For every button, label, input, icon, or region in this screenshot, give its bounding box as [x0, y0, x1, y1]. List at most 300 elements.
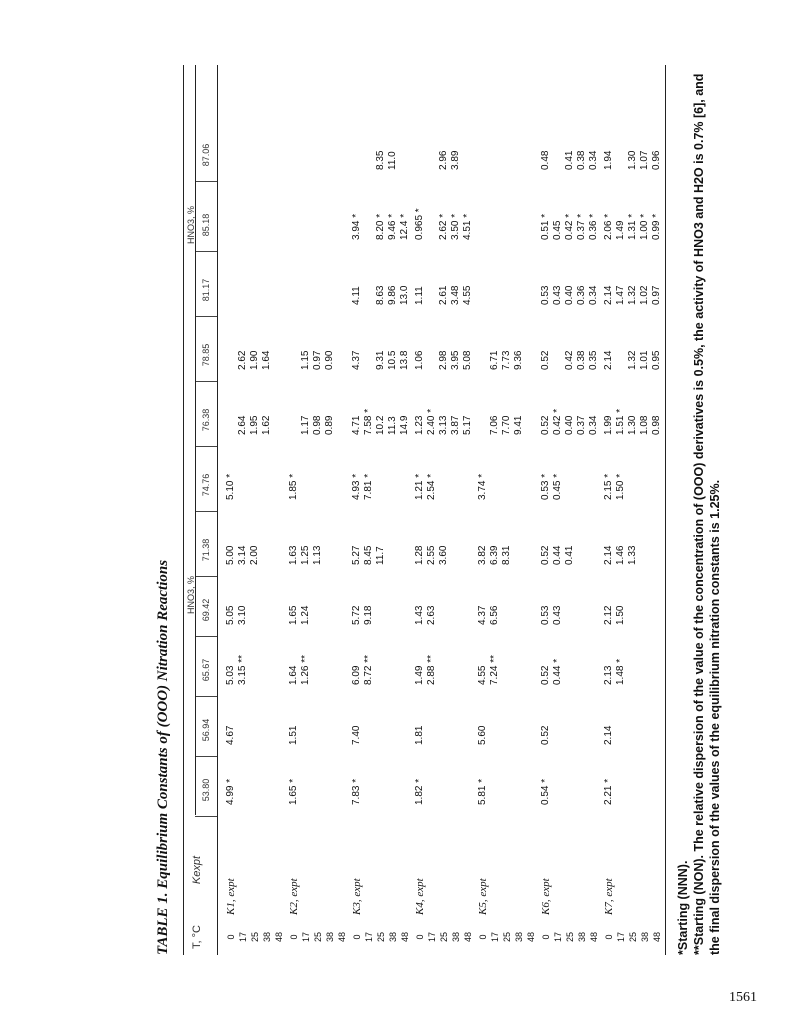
value-column [603, 151, 663, 170]
value-column [540, 409, 600, 435]
value-column [540, 151, 600, 170]
value-column [477, 655, 501, 685]
table-cell: 0.42 * [564, 213, 575, 240]
table-cell: 1.46 [615, 545, 626, 565]
table-cell: 2.15 * [603, 473, 614, 500]
column-separator [195, 381, 217, 382]
temperature-value: 48 [652, 932, 662, 943]
table-cell: 2.21 * [603, 778, 614, 805]
value-column [288, 474, 300, 500]
table-cell: 9.31 [375, 350, 386, 370]
table-cell: 1.81 [414, 725, 425, 745]
table-cell [225, 351, 237, 370]
value-column [540, 546, 576, 565]
table-cell: 5.00 [225, 545, 236, 565]
value-column [351, 351, 411, 370]
table-cell: 4.55 [462, 285, 473, 305]
table-cell: 0.41 [564, 545, 575, 565]
temperature-value: 38 [325, 932, 335, 943]
temperature-value: 0 [415, 934, 425, 940]
table-cell: 1.24 [300, 605, 311, 625]
table-cell: 0.52 [540, 545, 551, 565]
table-cell: 11.3 [387, 416, 398, 435]
constant-label: K6, expt [540, 878, 552, 915]
value-column [414, 351, 474, 370]
table-cell: 5.27 [351, 545, 362, 565]
table-cell: 2.14 [603, 725, 614, 745]
column-separator [195, 251, 217, 252]
table-cell: 11.7 [375, 546, 386, 565]
table-cell: 1.65 [288, 605, 299, 625]
temperature-list [225, 925, 285, 949]
table-cell: 13.0 [399, 285, 410, 305]
table-cell: 2.54 * [426, 473, 437, 500]
concentration-group-label-2: HNO3, % [186, 206, 196, 245]
rule-bottom [665, 65, 666, 955]
table-cell: 4.11 [351, 286, 362, 305]
table-cell: 7.83 * [351, 778, 362, 805]
temperature-list [414, 925, 474, 949]
table-cell: 0.52 [540, 665, 551, 685]
value-column [225, 779, 237, 805]
temperature-value: 25 [250, 932, 260, 943]
t-column-header: T, °C [191, 925, 203, 949]
temperature-list [540, 925, 600, 949]
value-column [414, 655, 438, 685]
table-cell: 1.11 [414, 286, 425, 305]
rule-top [183, 65, 184, 955]
value-column [477, 779, 489, 805]
temperature-list [477, 925, 537, 949]
table-cell: 1.17 [300, 415, 311, 435]
concentration-header-5: 74.76 [201, 473, 211, 497]
table-cell [351, 151, 363, 170]
table-cell: 0.51 * [540, 213, 551, 240]
temperature-value: 0 [226, 934, 236, 940]
table-cell: 2.13 [603, 665, 614, 685]
table-cell: 2.14 [603, 350, 614, 370]
value-column [351, 151, 399, 170]
k-column-header: Kexpt [191, 855, 203, 885]
table-cell: 3.48 [450, 285, 461, 305]
table-cell: 1.08 [639, 415, 650, 435]
table-cell: 0.43 [552, 605, 563, 625]
table-cell: 5.05 [225, 605, 236, 625]
table-cell [363, 351, 375, 370]
table-cell [426, 351, 438, 370]
table-cell: 0.89 [324, 415, 335, 435]
table-cell: 1.28 [414, 545, 425, 565]
concentration-header-4: 71.38 [201, 538, 211, 562]
table-cell: 1.01 [639, 350, 650, 370]
table-cell: 10.2 [375, 415, 386, 435]
table-cell: 8.31 [501, 545, 512, 565]
table-cell: 6.56 [489, 605, 500, 625]
table-cell: 0.40 [564, 415, 575, 435]
table-cell [363, 214, 375, 240]
table-cell: 2.64 [237, 415, 248, 435]
table-cell: 4.37 [477, 605, 488, 625]
table-cell: 0.40 [564, 285, 575, 305]
table-cell: 3.94 * [351, 213, 362, 240]
table-cell: 4.37 [351, 350, 362, 370]
constant-label: K4, expt [414, 878, 426, 915]
table-footnotes [675, 65, 723, 955]
value-column [540, 659, 564, 685]
value-column [540, 606, 564, 625]
group-rule [195, 65, 196, 815]
table-cell: 0.45 * [552, 473, 563, 500]
temperature-list [351, 925, 411, 949]
table-cell: 7.58 * [363, 408, 374, 435]
value-column [477, 546, 513, 565]
table-cell: 1.06 [414, 350, 425, 370]
table-cell [477, 416, 489, 435]
table-cell: 0.43 [552, 285, 563, 305]
temperature-value: 38 [262, 932, 272, 943]
table-cell: 5.72 [351, 605, 362, 625]
table-cell [288, 416, 300, 435]
table-cell: 1.95 [249, 415, 260, 435]
table-cell: 6.39 [489, 545, 500, 565]
value-column [351, 214, 411, 240]
value-column [540, 779, 552, 805]
temperature-value: 38 [514, 932, 524, 943]
constant-label: K1, expt [225, 878, 237, 915]
table-cell: 8.35 [375, 150, 386, 170]
temperature-list [288, 925, 348, 949]
value-column [351, 606, 375, 625]
value-column [351, 726, 363, 745]
table-cell: 0.52 [540, 415, 551, 435]
temperature-value: 0 [289, 934, 299, 940]
table-cell: 1.21 * [414, 473, 425, 500]
value-column [414, 409, 474, 435]
table-cell: 10.5 [387, 350, 398, 370]
table-cell: 1.85 * [288, 473, 299, 500]
value-column [414, 606, 438, 625]
table-cell: 2.06 * [603, 213, 614, 240]
footnote-2: **Starting (NON). The relative dispersion of the value of the concentration of (OOO) derivatives is 0.5%, the activity of HNO3 and H2O is 0.7% [6], and [692, 73, 706, 955]
table-cell: 4.51 * [462, 213, 473, 240]
concentration-header-9: 85.18 [201, 213, 211, 237]
table-cell: 9.41 [513, 415, 524, 435]
value-column [288, 779, 300, 805]
table-cell [288, 351, 300, 370]
temperature-value: 17 [427, 932, 437, 943]
value-column [288, 655, 312, 685]
table-cell: 1.65 * [288, 778, 299, 805]
rule-header [217, 65, 218, 955]
value-column [225, 351, 273, 370]
table-cell: 11.0 [387, 151, 398, 170]
value-column [414, 726, 426, 745]
table-cell: 1.00 * [639, 213, 650, 240]
table-cell: 2.14 [603, 545, 614, 565]
concentration-group-label-1: HNO3, % [186, 576, 196, 615]
column-separator [195, 696, 217, 697]
table-cell: 1.51 * [615, 408, 626, 435]
column-separator [195, 816, 217, 817]
value-column [225, 474, 237, 500]
table-cell [426, 286, 438, 305]
table-cell: 8.45 [363, 545, 374, 565]
table-cell: 1.32 [627, 350, 638, 370]
table-cell: 8.63 [375, 285, 386, 305]
table-cell: 0.52 [540, 725, 551, 745]
footnote-1: *Starting (NNN). [676, 860, 690, 955]
table-cell: 7.70 [501, 415, 512, 435]
value-column [414, 546, 450, 565]
concentration-header-6: 76.38 [201, 408, 211, 432]
table-cell: 4.99 * [225, 778, 236, 805]
value-column [351, 779, 363, 805]
table-cell: 9.36 [513, 350, 524, 370]
temperature-value: 48 [526, 932, 536, 943]
rotated-table-region [155, 65, 755, 955]
temperature-list [603, 925, 663, 949]
table-cell: 0.97 [651, 285, 662, 305]
table-cell: 0.37 [576, 415, 587, 435]
table-cell: 0.36 [576, 285, 587, 305]
table-cell: 0.98 [651, 415, 662, 435]
table-cell: 3.82 [477, 545, 488, 565]
table-cell: 1.63 [288, 545, 299, 565]
temperature-value: 38 [451, 932, 461, 943]
concentration-header-7: 78.85 [201, 343, 211, 367]
table-cell: 1.25 [300, 545, 311, 565]
table-cell: 2.62 [237, 350, 248, 370]
concentration-header-10: 87.06 [201, 143, 211, 167]
value-column [603, 726, 615, 745]
value-column [414, 151, 462, 170]
temperature-value: 0 [604, 934, 614, 940]
table-cell: 2.88 ** [426, 654, 437, 685]
value-column [225, 655, 249, 685]
temperature-value: 25 [502, 932, 512, 943]
value-column [603, 351, 663, 370]
table-cell [363, 286, 375, 305]
value-column [288, 351, 336, 370]
table-cell: 1.49 [615, 220, 626, 240]
column-separator [195, 511, 217, 512]
table-cell: 3.50 * [450, 213, 461, 240]
temperature-value: 25 [376, 932, 386, 943]
table-cell: 1.50 * [615, 473, 626, 500]
table-cell: 1.23 [414, 415, 425, 435]
table-cell: 5.08 [462, 350, 473, 370]
table-cell: 1.62 [261, 415, 272, 435]
temperature-value: 17 [553, 932, 563, 943]
value-column [477, 474, 489, 500]
table-cell: 5.60 [477, 725, 488, 745]
temperature-value: 17 [301, 932, 311, 943]
table-cell: 0.96 [651, 150, 662, 170]
table-cell: 1.49 [414, 665, 425, 685]
value-column [414, 208, 474, 240]
table-cell: 3.14 [237, 545, 248, 565]
value-column [540, 726, 552, 745]
value-column [414, 474, 438, 500]
value-column [414, 286, 474, 305]
value-column [603, 659, 627, 685]
table-cell: 2.62 * [438, 213, 449, 240]
table-cell: 3.95 [450, 350, 461, 370]
table-cell: 0.45 [552, 220, 563, 240]
table-cell: 7.81 * [363, 473, 374, 500]
table-cell: 9.86 [387, 285, 398, 305]
table-cell: 9.46 * [387, 213, 398, 240]
temperature-value: 38 [640, 932, 650, 943]
constant-label: K7, expt [603, 878, 615, 915]
table-cell: 0.54 * [540, 778, 551, 805]
temperature-value: 48 [400, 932, 410, 943]
table-cell: 5.81 * [477, 778, 488, 805]
table-cell [363, 151, 375, 170]
table-cell: 1.32 [627, 285, 638, 305]
table-cell: 3.13 [438, 415, 449, 435]
table-cell: 8.72 ** [363, 654, 374, 685]
table-cell: 1.51 [288, 725, 299, 745]
table-cell: 7.24 ** [489, 654, 500, 685]
value-column [288, 546, 324, 565]
table-cell: 0.53 [540, 285, 551, 305]
table-cell: 0.53 [540, 605, 551, 625]
table-cell: 1.50 [615, 605, 626, 625]
value-column [225, 606, 249, 625]
temperature-value: 48 [463, 932, 473, 943]
value-column [603, 546, 639, 565]
table-cell: 0.97 [312, 350, 323, 370]
table-cell: 7.73 [501, 350, 512, 370]
table-cell: 1.90 [249, 350, 260, 370]
table-cell: 14.9 [399, 415, 410, 435]
table-cell: 4.93 * [351, 473, 362, 500]
temperature-value: 0 [478, 934, 488, 940]
value-column [351, 546, 387, 565]
table-cell: 2.98 [438, 350, 449, 370]
column-separator [195, 316, 217, 317]
temperature-value: 48 [589, 932, 599, 943]
temperature-value: 25 [439, 932, 449, 943]
table-cell: 5.17 [462, 415, 473, 435]
table-cell: 0.90 [324, 350, 335, 370]
table-cell: 0.42 [564, 350, 575, 370]
table-cell: 1.31 * [627, 213, 638, 240]
table-cell [414, 151, 426, 170]
table-cell: 2.96 [438, 150, 449, 170]
table-cell: 0.965 * [414, 208, 425, 240]
table-cell: 1.48 * [615, 658, 626, 685]
value-column [540, 214, 600, 240]
temperature-value: 17 [616, 932, 626, 943]
column-separator [195, 756, 217, 757]
table-cell: 1.94 [603, 150, 614, 170]
table-cell: 0.35 [588, 350, 599, 370]
table-cell: 1.82 * [414, 778, 425, 805]
value-column [225, 416, 273, 435]
table-cell [426, 151, 438, 170]
table-cell: 0.37 * [576, 213, 587, 240]
table-cell: 0.48 [540, 150, 551, 170]
table-cell: 1.26 ** [300, 654, 311, 685]
table-cell: 3.10 [237, 605, 248, 625]
value-column [603, 286, 663, 305]
table-cell: 0.95 [651, 350, 662, 370]
temperature-value: 38 [577, 932, 587, 943]
table-cell: 3.60 [438, 545, 449, 565]
table-cell: 4.55 [477, 665, 488, 685]
table-cell [225, 416, 237, 435]
value-column [603, 214, 663, 240]
value-column [603, 474, 627, 500]
value-column [288, 726, 300, 745]
column-separator [195, 181, 217, 182]
table-cell [426, 208, 438, 240]
table-cell: 8.20 * [375, 213, 386, 240]
concentration-header-3: 69.42 [201, 598, 211, 622]
table-cell: 2.63 [426, 605, 437, 625]
table-cell: 0.52 [540, 350, 551, 370]
table-cell: 1.13 [312, 545, 323, 565]
value-column [288, 606, 312, 625]
table-cell: 2.00 [249, 545, 260, 565]
temperature-value: 17 [238, 932, 248, 943]
value-column [540, 351, 600, 370]
table-cell: 1.15 [300, 350, 311, 370]
value-column [477, 351, 525, 370]
table-cell: 6.09 [351, 665, 362, 685]
value-column [351, 655, 375, 685]
concentration-header-1: 56.94 [201, 718, 211, 742]
table-cell: 0.98 [312, 415, 323, 435]
table-cell: 0.34 [588, 415, 599, 435]
value-column [351, 409, 411, 435]
temperature-value: 17 [364, 932, 374, 943]
table-cell: 5.10 * [225, 473, 236, 500]
page-number: 1561 [729, 990, 757, 1005]
temperature-value: 17 [490, 932, 500, 943]
table-cell: 2.14 [603, 285, 614, 305]
table-cell: 13.8 [399, 350, 410, 370]
concentration-header-8: 81.17 [201, 278, 211, 302]
value-column [351, 474, 375, 500]
concentration-header-0: 53.80 [201, 778, 211, 802]
value-column [477, 726, 489, 745]
table-cell: 1.99 [603, 415, 614, 435]
table-cell: 3.74 * [477, 473, 488, 500]
column-separator [195, 576, 217, 577]
table-cell: 0.99 * [651, 213, 662, 240]
table-cell: 1.47 [615, 285, 626, 305]
temperature-value: 25 [628, 932, 638, 943]
footnote-3: the final dispersion of the values of the equilibrium nitration constants is 1.25%. [708, 479, 722, 955]
temperature-value: 25 [565, 932, 575, 943]
value-column [351, 286, 411, 305]
table-cell: 0.44 [552, 545, 563, 565]
table-cell: 0.38 [576, 150, 587, 170]
table-cell: 0.53 * [540, 473, 551, 500]
table-cell [552, 351, 564, 370]
temperature-value: 0 [541, 934, 551, 940]
table-cell: 3.89 [450, 150, 461, 170]
constant-label: K3, expt [351, 878, 363, 915]
table-cell: 2.40 * [426, 408, 437, 435]
table-cell: 1.33 [627, 545, 638, 565]
constant-label: K2, expt [288, 878, 300, 915]
table-cell: 1.43 [414, 605, 425, 625]
table-cell: 0.44 * [552, 658, 563, 685]
